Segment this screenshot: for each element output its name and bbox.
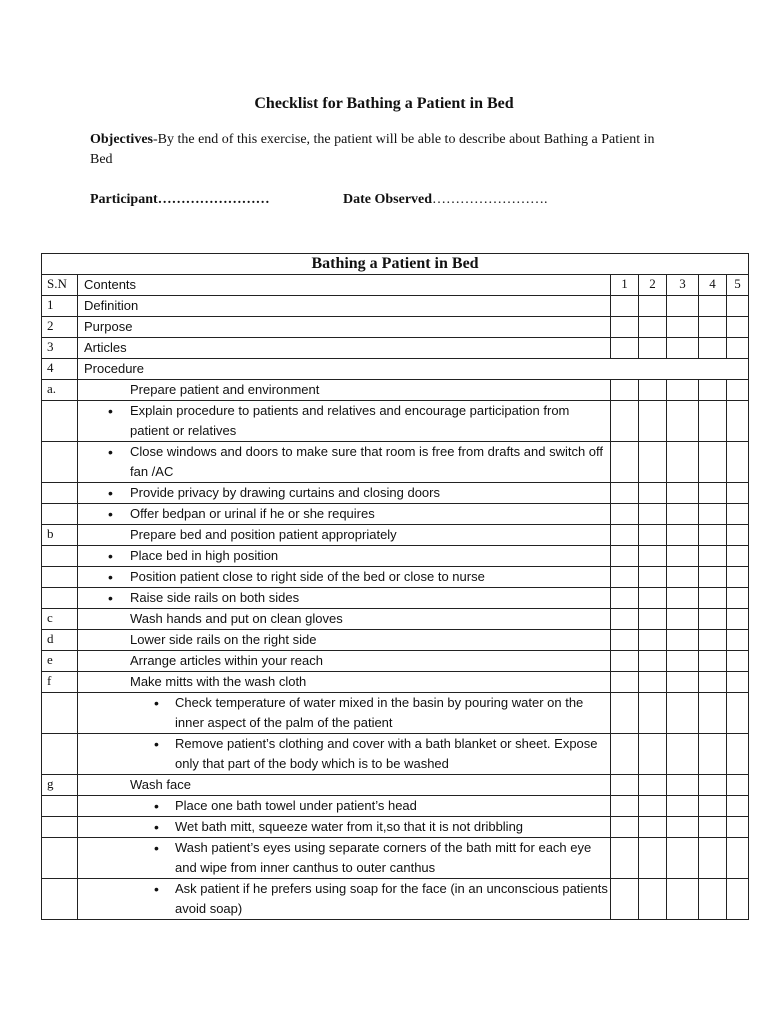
row-text: Wash patient’s eyes using separate corners of the bath mitt for each eye and wipe from inner canthus to outer canthus [175,840,592,875]
score-cell-2[interactable] [639,651,667,672]
row-content [78,817,611,838]
row-sn [42,546,78,567]
score-cell-1[interactable] [611,317,639,338]
row-text: Provide privacy by drawing curtains and closing doors [130,485,440,500]
bullet-icon: • [108,485,113,501]
row-content [78,296,611,317]
row-content [78,483,611,504]
score-cell-2[interactable] [639,879,667,920]
score-cell-3[interactable] [667,338,699,359]
row-sn [42,504,78,525]
score-cell-2[interactable] [639,483,667,504]
row-content [78,796,611,817]
score-cell-3[interactable] [667,525,699,546]
table-row [42,442,749,483]
score-cell-2[interactable] [639,838,667,879]
row-content [78,504,611,525]
table-row [42,672,749,693]
table-row [42,504,749,525]
score-cell-2[interactable] [639,567,667,588]
date-observed-label: Date Observed [343,192,433,207]
score-cell-2[interactable] [639,672,667,693]
score-cell-1[interactable] [611,338,639,359]
score-cell-3[interactable] [667,796,699,817]
table-row [42,651,749,672]
row-content [78,693,611,734]
row-sn: 2 [42,317,78,338]
row-content [78,672,611,693]
score-cell-4[interactable] [699,796,727,817]
row-text: Close windows and doors to make sure that room is free from drafts and switch off fan /AC [130,444,604,479]
row-content [78,359,749,380]
score-header-3: 3 [667,275,699,296]
score-cell-5[interactable] [727,796,749,817]
score-cell-1[interactable] [611,609,639,630]
score-cell-3[interactable] [667,775,699,796]
score-cell-4[interactable] [699,401,727,442]
score-cell-2[interactable] [639,380,667,401]
score-header-1: 1 [611,275,639,296]
score-cell-5[interactable] [727,380,749,401]
table-row [42,588,749,609]
participant-line [90,192,270,208]
score-cell-4[interactable] [699,338,727,359]
objectives-text: -By the end of this exercise, the patient will be able to describe about Bathing a Patient in Bed [90,132,655,167]
score-cell-3[interactable] [667,734,699,775]
row-content [78,838,611,879]
score-cell-4[interactable] [699,630,727,651]
bullet-icon: • [108,569,113,585]
score-cell-4[interactable] [699,504,727,525]
row-sn: f [42,672,78,693]
row-sn: g [42,775,78,796]
row-content [78,588,611,609]
score-cell-4[interactable] [699,483,727,504]
row-sn: e [42,651,78,672]
row-content [78,775,611,796]
bullet-icon: • [108,444,113,460]
row-sn [42,817,78,838]
row-content [78,442,611,483]
score-cell-5[interactable] [727,401,749,442]
score-cell-3[interactable] [667,401,699,442]
score-cell-4[interactable] [699,567,727,588]
row-sn [42,567,78,588]
table-row [42,525,749,546]
score-header-4: 4 [699,275,727,296]
row-text: Lower side rails on the right side [130,632,317,647]
document-title: Checklist for Bathing a Patient in Bed [254,95,514,112]
score-cell-3[interactable] [667,442,699,483]
row-text: Articles [84,340,127,355]
row-text: Offer bedpan or urinal if he or she requires [130,506,375,521]
table-row [42,546,749,567]
score-cell-5[interactable] [727,504,749,525]
table-row [42,317,749,338]
row-content [78,317,611,338]
score-header-5: 5 [727,275,749,296]
score-cell-4[interactable] [699,525,727,546]
score-cell-1[interactable] [611,546,639,567]
row-sn [42,734,78,775]
row-text: Position patient close to right side of the bed or close to nurse [130,569,485,584]
contents-header: Contents [78,275,611,296]
row-text: Place bed in high position [130,548,279,563]
score-cell-2[interactable] [639,504,667,525]
score-cell-1[interactable] [611,380,639,401]
score-cell-3[interactable] [667,588,699,609]
row-text: Definition [84,298,139,313]
score-cell-3[interactable] [667,504,699,525]
row-sn [42,442,78,483]
score-cell-3[interactable] [667,546,699,567]
score-cell-5[interactable] [727,317,749,338]
row-content [78,338,611,359]
table-row [42,838,749,879]
score-cell-4[interactable] [699,879,727,920]
score-cell-1[interactable] [611,525,639,546]
table-row [42,483,749,504]
table-row [42,380,749,401]
bullet-icon: • [108,506,113,522]
score-cell-2[interactable] [639,775,667,796]
table-row [42,693,749,734]
row-content [78,380,611,401]
score-cell-1[interactable] [611,775,639,796]
bullet-icon: • [108,403,113,419]
row-content [78,734,611,775]
score-cell-5[interactable] [727,525,749,546]
score-cell-3[interactable] [667,693,699,734]
table-row [42,879,749,920]
score-cell-1[interactable] [611,734,639,775]
date-observed-line [343,192,548,208]
score-cell-1[interactable] [611,567,639,588]
score-cell-3[interactable] [667,483,699,504]
row-text: Ask patient if he prefers using soap for the face (in an unconscious patients avoid soap) [175,881,608,916]
score-cell-2[interactable] [639,296,667,317]
table-row [42,359,749,380]
score-cell-2[interactable] [639,338,667,359]
row-content [78,630,611,651]
table-row [42,630,749,651]
score-cell-1[interactable] [611,838,639,879]
score-cell-2[interactable] [639,609,667,630]
score-cell-5[interactable] [727,672,749,693]
score-cell-4[interactable] [699,734,727,775]
bullet-icon: • [154,881,159,897]
score-cell-5[interactable] [727,338,749,359]
row-text: Wet bath mitt, squeeze water from it,so that it is not dribbling [175,819,524,834]
score-cell-5[interactable] [727,296,749,317]
checklist-table [41,253,749,920]
score-cell-5[interactable] [727,817,749,838]
row-sn [42,401,78,442]
score-cell-5[interactable] [727,483,749,504]
score-cell-4[interactable] [699,775,727,796]
score-cell-3[interactable] [667,317,699,338]
score-cell-2[interactable] [639,734,667,775]
row-sn: a. [42,380,78,401]
row-text: Remove patient’s clothing and cover with a bath blanket or sheet. Expose only that part of the body which is to be washed [175,736,598,771]
score-cell-5[interactable] [727,588,749,609]
row-sn: 1 [42,296,78,317]
participant-label: Participant [90,192,158,207]
score-cell-4[interactable] [699,296,727,317]
score-cell-5[interactable] [727,567,749,588]
score-cell-4[interactable] [699,817,727,838]
score-cell-3[interactable] [667,651,699,672]
score-cell-1[interactable] [611,442,639,483]
row-content [78,567,611,588]
row-content [78,651,611,672]
score-cell-2[interactable] [639,796,667,817]
bullet-icon: • [108,548,113,564]
objectives-paragraph [90,130,660,170]
score-cell-2[interactable] [639,630,667,651]
row-text: Procedure [84,361,144,376]
row-sn [42,838,78,879]
score-cell-4[interactable] [699,317,727,338]
score-cell-2[interactable] [639,525,667,546]
score-cell-3[interactable] [667,567,699,588]
row-sn [42,796,78,817]
score-cell-1[interactable] [611,588,639,609]
score-cell-5[interactable] [727,775,749,796]
score-cell-1[interactable] [611,483,639,504]
row-text: Prepare bed and position patient appropriately [130,527,397,542]
row-sn [42,693,78,734]
score-cell-1[interactable] [611,630,639,651]
row-text: Explain procedure to patients and relatives and encourage participation from patient or relatives [130,403,570,438]
bullet-icon: • [154,798,159,814]
score-header-2: 2 [639,275,667,296]
score-cell-5[interactable] [727,630,749,651]
objectives-label: Objectives [90,132,153,147]
row-sn: d [42,630,78,651]
row-text: Make mitts with the wash cloth [130,674,307,689]
score-cell-1[interactable] [611,401,639,442]
score-cell-2[interactable] [639,588,667,609]
score-cell-2[interactable] [639,442,667,483]
score-cell-3[interactable] [667,817,699,838]
row-text: Wash hands and put on clean gloves [130,611,343,626]
score-cell-1[interactable] [611,796,639,817]
score-cell-1[interactable] [611,296,639,317]
score-cell-3[interactable] [667,296,699,317]
row-text: Prepare patient and environment [130,382,320,397]
score-cell-1[interactable] [611,672,639,693]
row-sn: 4 [42,359,78,380]
table-row [42,338,749,359]
score-cell-5[interactable] [727,546,749,567]
row-content [78,879,611,920]
score-cell-1[interactable] [611,817,639,838]
row-text: Check temperature of water mixed in the basin by pouring water on the inner aspect of the palm of the patient [175,695,584,730]
score-cell-5[interactable] [727,734,749,775]
date-observed-field[interactable]: ……………………. [432,192,548,207]
row-sn [42,483,78,504]
score-cell-2[interactable] [639,693,667,734]
score-cell-5[interactable] [727,838,749,879]
score-cell-3[interactable] [667,380,699,401]
row-sn: b [42,525,78,546]
score-cell-4[interactable] [699,546,727,567]
bullet-icon: • [154,695,159,711]
row-content [78,546,611,567]
bullet-icon: • [154,736,159,752]
table-header-row [42,275,749,296]
score-cell-5[interactable] [727,693,749,734]
table-row [42,817,749,838]
score-cell-2[interactable] [639,817,667,838]
sn-header: S.N [42,275,78,296]
score-cell-1[interactable] [611,879,639,920]
bullet-icon: • [154,819,159,835]
score-cell-1[interactable] [611,504,639,525]
row-content [78,401,611,442]
table-row [42,775,749,796]
row-content [78,609,611,630]
table-row [42,796,749,817]
score-cell-3[interactable] [667,838,699,879]
table-row [42,734,749,775]
score-cell-5[interactable] [727,651,749,672]
table-row [42,567,749,588]
score-cell-4[interactable] [699,838,727,879]
table-row [42,401,749,442]
score-cell-4[interactable] [699,651,727,672]
row-text: Purpose [84,319,133,334]
score-cell-5[interactable] [727,609,749,630]
score-cell-4[interactable] [699,693,727,734]
score-cell-2[interactable] [639,401,667,442]
row-text: Place one bath towel under patient’s head [175,798,417,813]
score-cell-2[interactable] [639,546,667,567]
row-sn: c [42,609,78,630]
score-cell-5[interactable] [727,442,749,483]
row-text: Raise side rails on both sides [130,590,300,605]
score-cell-1[interactable] [611,651,639,672]
score-cell-3[interactable] [667,609,699,630]
table-row [42,296,749,317]
bullet-icon: • [108,590,113,606]
row-sn: 3 [42,338,78,359]
score-cell-4[interactable] [699,588,727,609]
row-sn [42,879,78,920]
score-cell-3[interactable] [667,879,699,920]
bullet-icon: • [154,840,159,856]
table-title: Bathing a Patient in Bed [42,254,749,275]
score-cell-1[interactable] [611,693,639,734]
score-cell-4[interactable] [699,380,727,401]
score-cell-3[interactable] [667,630,699,651]
table-row [42,609,749,630]
score-cell-3[interactable] [667,672,699,693]
score-cell-5[interactable] [727,879,749,920]
score-cell-2[interactable] [639,317,667,338]
row-sn [42,588,78,609]
row-text: Wash face [130,777,191,792]
row-content [78,525,611,546]
score-cell-4[interactable] [699,442,727,483]
participant-field[interactable]: …………………… [157,192,270,207]
score-cell-4[interactable] [699,672,727,693]
score-cell-4[interactable] [699,609,727,630]
row-text: Arrange articles within your reach [130,653,323,668]
